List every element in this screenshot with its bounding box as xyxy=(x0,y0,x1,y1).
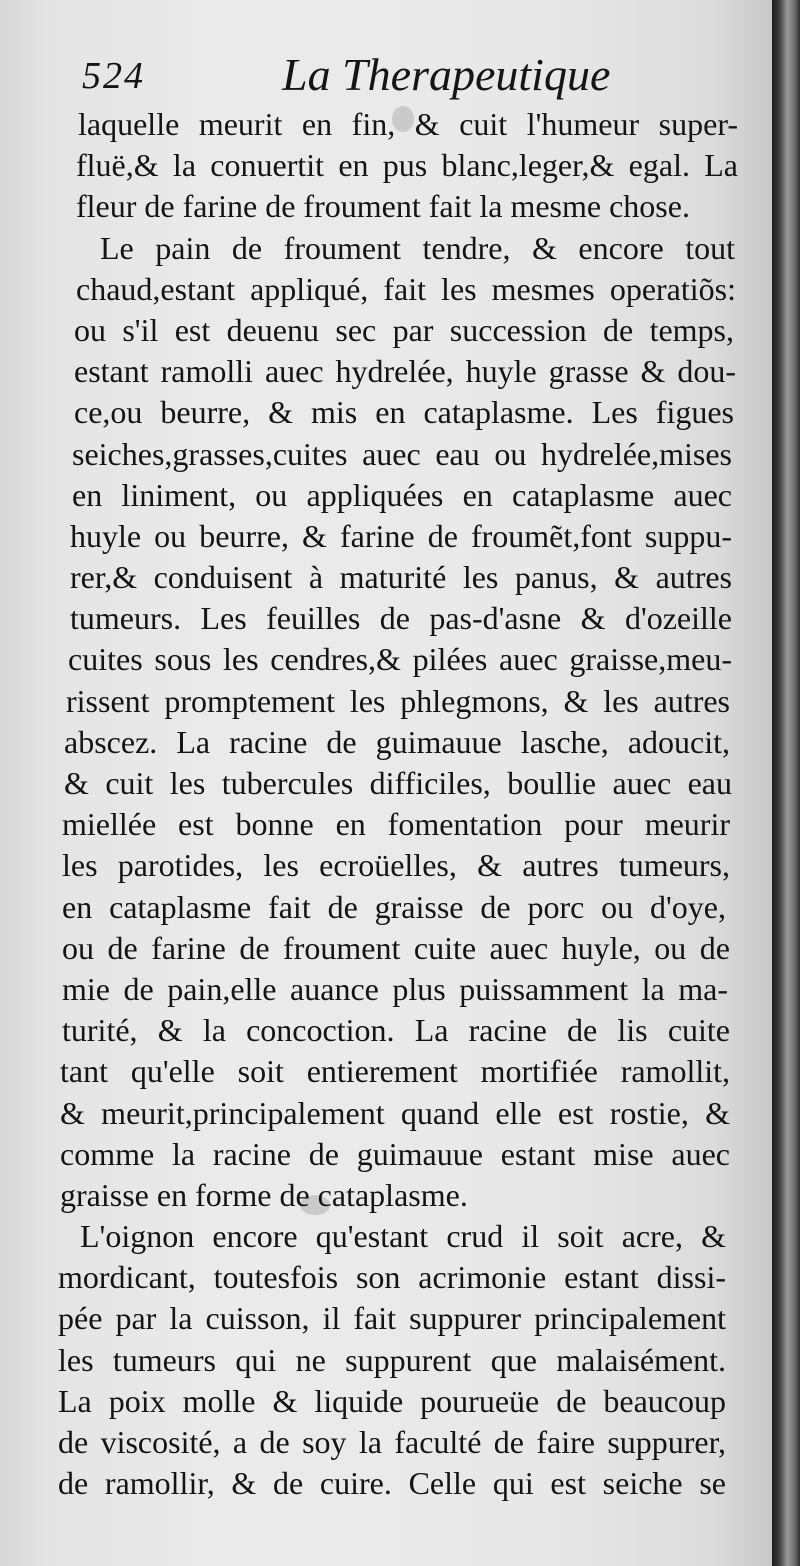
text-line: les tumeurs qui ne suppurent que malaisément. xyxy=(58,1341,726,1378)
text-line: abscez. La racine de guimauue lasche, adoucit, xyxy=(64,723,730,760)
text-line: mie de pain,elle auance plus puissamment la ma- xyxy=(62,970,728,1007)
text-line: rer,& conduisent à maturité les panus, & autres xyxy=(70,559,732,596)
text-line: ou de farine de froument cuite auec huyle, ou de xyxy=(62,929,730,966)
text-line: cuites sous les cendres,& pilées auec graisse,meu- xyxy=(68,641,732,678)
text-line: seiches,grasses,cuites auec eau ou hydrelée,mises xyxy=(72,435,732,472)
text-line: estant ramolli auec hydrelée, huyle grasse & dou- xyxy=(74,353,736,390)
text-line: ou s'il est deuenu sec par succession de temps, xyxy=(74,311,734,348)
text-line: miellée est bonne en fomentation pour meurir xyxy=(62,806,730,843)
text-line: pée par la cuisson, il fait suppurer principalement xyxy=(58,1300,726,1337)
text-line: ce,ou beurre, & mis en cataplasme. Les figues xyxy=(74,394,734,431)
text-line: de viscosité, a de soy la faculté de faire suppurer, xyxy=(58,1424,726,1460)
text-line: laquelle meurit en fin, & cuit l'humeur super- xyxy=(78,106,738,142)
text-line: tant qu'elle soit entierement mortifiée ramollit, xyxy=(60,1053,730,1090)
binding-edge xyxy=(772,0,800,1566)
text-line: & meurit,principalement quand elle est rostie, & xyxy=(60,1094,730,1131)
text-line: comme la racine de guimauue estant mise auec xyxy=(60,1135,730,1172)
text-line: en cataplasme fait de graisse de porc ou d'oye, xyxy=(62,888,726,925)
body-text xyxy=(58,104,738,1504)
text-line: turité, & la concoction. La racine de lis cuite xyxy=(62,1012,730,1049)
text-line: fluë,& la conuertit en pus blanc,leger,& egal. La xyxy=(76,147,738,184)
text-line: les parotides, les ecroüelles, & autres tumeurs, xyxy=(62,847,730,884)
text-line: mordicant, toutesfois son acrimonie estant dissi- xyxy=(58,1259,726,1296)
page-header xyxy=(82,48,722,104)
text-line: & cuit les tubercules difficiles, boullie auec eau xyxy=(64,765,732,801)
running-title: La Therapeutique xyxy=(282,49,611,100)
text-line: chaud,estant appliqué, fait les mesmes operatiõs: xyxy=(76,270,736,307)
text-line: graisse en forme de cataplasme. xyxy=(60,1176,468,1213)
text-line: tumeurs. Les feuilles de pas-d'asne & d'ozeille xyxy=(70,600,732,637)
text-line: La poix molle & liquide pourueüe de beaucoup xyxy=(58,1382,726,1419)
text-line: de ramollir, & de cuire. Celle qui est seiche se xyxy=(58,1465,726,1502)
text-line: L'oignon encore qu'estant crud il soit acre, & xyxy=(80,1218,726,1255)
text-line: Le pain de froument tendre, & encore tout xyxy=(100,229,735,266)
text-line: huyle ou beurre, & farine de froumẽt,font suppu- xyxy=(70,517,732,554)
text-line: fleur de farine de froument fait la mesme chose. xyxy=(76,188,690,225)
text-line: rissent promptement les phlegmons, & les autres xyxy=(66,682,730,719)
text-line: en liniment, ou appliquées en cataplasme auec xyxy=(72,476,732,513)
page-number: 524 xyxy=(82,55,145,97)
